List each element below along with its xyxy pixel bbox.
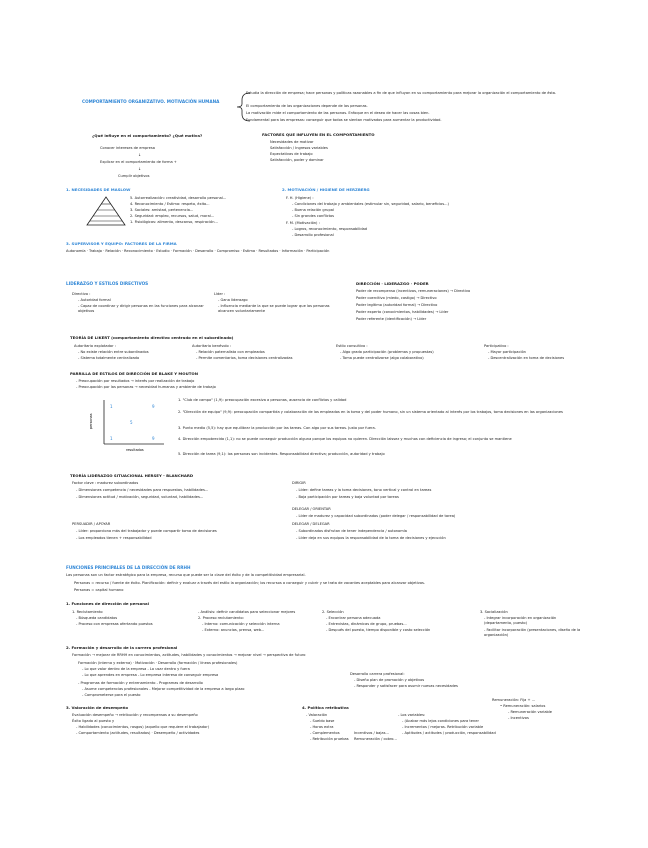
rrhh-p2-line: Formación → mejorar de RRHH en conocimientos, actitudes, habilidades y conocimientos → mejorar nivel → perspectiva de futuro	[72, 653, 306, 657]
rrhh-p4-title: 4. Política retributiva	[302, 705, 349, 710]
rrhh-p4-line: Incentivos / bajas...	[354, 731, 389, 735]
factors-title: FACTORES QUE INFLUYEN EN EL COMPORTAMIENTO	[262, 132, 375, 137]
hersey-right1: DIRIGIR	[292, 481, 306, 485]
sec1-flow-step: Cumplir objetivos	[118, 174, 150, 178]
rrhh-p1-item: 2. Proceso reclutamiento:	[198, 616, 244, 620]
sec1-bullet: La motivación mide el comportamiento de las personas. Enfoque en el deseo de hacer las cosas bien.	[246, 111, 430, 115]
rrhh-p1-item: - Proceso con empresas ofertando puestos	[76, 622, 153, 626]
blake-line: - Preocupación por las personas → necesidad humanas y ambiente de trabajo	[76, 385, 216, 389]
rrhh-p2-line: - Programas de formación y entrenamiento - Programas de desarrollo	[78, 681, 203, 685]
rrhh-p2-line: - Comprometerse para el puesto	[82, 693, 141, 697]
arrow-down-icon: ↓	[138, 167, 142, 171]
likert-col2: - Permite comentarios, toma decisiones centralizadas	[196, 356, 293, 360]
sec3-text: Autonomía · Trabajo · Relación · Reconocimiento · Estudio · Formación · Desarrollo · Compromiso · Estima · Resultados · Información · Participación	[66, 249, 330, 253]
blake-line: - Preocupación por resultados → interés por realización de trabajo	[76, 379, 195, 383]
sec1-question: ¿Qué influye en el comportamiento? ¿Qué motiva?	[92, 133, 203, 138]
maslow-level: 5. Autorrealización: creatividad, desarrollo personal...	[130, 196, 227, 200]
rrhh-p1-item: - Integrar incorporación en organización (departamento, puesto)	[484, 616, 557, 625]
blake-style: 5. Dirección de tarea (9,1): los personas son incidentes. Responsabilidad directiva; producción, autoridad y trabajo	[178, 452, 385, 456]
rrhh-p1-item: - Encontrar persona adecuada	[326, 616, 381, 620]
rrhh-p1-item: - Entrevistas, dinámicas de grupo, pruebas...	[326, 622, 407, 626]
rrhh-p3-line: - Habilidades (conocimientos, rasgos) (aquello que requiere el trabajador)	[76, 725, 210, 729]
maslow-pyramid-icon	[86, 196, 126, 226]
blake-grid-label: 9	[152, 436, 155, 441]
likert-col3: Estilo consultivo :	[336, 344, 368, 348]
rrhh-p1-item: - Después del puesto, tiempo disponible y costo selección	[326, 628, 431, 632]
rrhh-p4-line: - (Acabar más lejos condiciones para tener	[402, 719, 479, 723]
herzberg-title: 2. MOTIVACIÓN / HIGIENE DE HERZBERG	[282, 187, 370, 192]
likert-col1: - Sistema totalmente centralizado	[78, 356, 140, 360]
blake-grid-label: 9	[152, 404, 155, 409]
rrhh-p4-right: - Remuneración variable	[508, 710, 553, 714]
poder-item: Poder legítimo (autoridad formal) → Directivo	[356, 303, 438, 307]
herzberg-item: - Sin grandes conflictos	[292, 214, 335, 218]
rrhh-p2-right: Desarrollo carrera profesional:	[350, 672, 405, 676]
likert-col4: Participativo :	[484, 344, 509, 348]
herzberg-item: - Buena relación grupal	[292, 208, 334, 212]
rrhh-p1-item: - Externo: anuncios, prensa, web...	[202, 628, 265, 632]
herzberg-item: - Logros, reconocimiento, responsabilidad	[292, 227, 368, 231]
blake-style: 3. Punto medio (5,5): hay que equilibrar la producción por las tareas. Con algo por sus tareas. Justo por fuera.	[178, 426, 376, 430]
rrhh-p1-item: 2. Selección	[322, 610, 344, 614]
directivo-line: Directivo :	[72, 292, 91, 296]
rrhh-p4-line: Remuneración / cobro...	[354, 737, 397, 741]
blake-style: 4. Dirección empobrecida (1,1): no se puede conseguir producción alguna porque los equipos no quieren. Dirección laissez y muchos con deficiencia de ingreso; el conjunto se mantiene	[178, 437, 512, 441]
rrhh-p1-title: 1. Funciones de dirección de personal	[66, 601, 149, 606]
rrhh-p4-line: - Valoración	[306, 713, 328, 717]
factor-item: Satisfacción / Ingresos variables	[270, 146, 328, 150]
blake-title: PARRILLA DE ESTILOS DE DIRECCIÓN DE BLAKE Y MOUTON	[70, 371, 198, 376]
poder-item: Poder coercitivo (miedo, castigo) → Directivo	[356, 296, 437, 300]
blake-grid-label: 1	[110, 436, 113, 441]
herzberg-item: - Desarrollo profesional	[292, 233, 334, 237]
rrhh-p1-item: - Análisis: definir candidatos para seleccionar mejores	[198, 610, 296, 614]
lider-line: - Gana liderazgo	[218, 298, 248, 302]
likert-col3: - Algo grado participación (problemas y propuestas)	[340, 350, 434, 354]
rrhh-p4-line: - Retribución pruebas	[310, 737, 349, 741]
sec1-bullet: El comportamiento de las organizaciones depende de las personas.	[246, 104, 368, 108]
sec1-bullet: Fundamental para las empresas: conseguir que todos se sientan motivados para aumentar la productividad.	[246, 118, 442, 122]
herzberg-item: F. M. (Motivación) :	[286, 221, 320, 225]
sec1-flow-step: Conocer intereses de empresa	[100, 146, 155, 150]
rrhh-p3-line: Éxito ligado al puesto y	[72, 719, 115, 723]
hersey-left2: - Líder: proporciona más del trabajador y puede compartir toma de decisiones	[76, 529, 217, 533]
hersey-right3: DELEGAR / DELEGAR	[292, 522, 330, 526]
sec3-title: 3. SUPERVISOR Y EQUIPO: FACTORES DE LA FIRMA	[66, 241, 177, 246]
rrhh-p4-right: - Incentivos	[508, 716, 529, 720]
hersey-left1: Factor clave : madurez subordinados	[72, 481, 139, 485]
directivo-line: - Autoridad formal	[78, 298, 111, 302]
rrhh-p2-line: - Lo que valor dentro de la empresa - Lo usar dentro y fuera	[82, 667, 190, 671]
rrhh-p4-line: - Los variables:	[398, 713, 426, 717]
sec1-bullet: Estudia la dirección de empresa; hace personas y políticas razonables a fin de que influyan en su comportamiento para mejorar la organización el comportamiento de ésta.	[246, 91, 557, 95]
rrhh-p3-line: - Comportamiento (actitudes, resultados) · Desempeño / actividades	[76, 731, 200, 735]
maslow-level: 1. Fisiológicas: alimento, descanso, respiración...	[130, 220, 218, 224]
rrhh-p1-item: 1. Reclutamiento	[72, 610, 103, 614]
rrhh-p4-line: - Complementos	[310, 731, 340, 735]
blake-grid-diagram	[88, 396, 168, 452]
poder-item: Poder experto (conocimientos, habilidades) → Líder	[356, 310, 449, 314]
rrhh-p4-line: - Incrementos / mejoras. Retribución variable	[402, 725, 484, 729]
factor-item: Satisfacción, poder y dominar	[270, 158, 324, 162]
hersey-right3: - Subordinados disfrutan de tener independencia / autonomía	[296, 529, 407, 533]
blake-grid-label: 1	[110, 404, 113, 409]
hersey-left1: - Dimensiones competencia / necesidades para respuestas, habilidades...	[76, 488, 209, 492]
rrhh-p3-line: Evaluación desempeño → retribución y recompensas a su desempeño	[72, 713, 198, 717]
maslow-level: 2. Seguridad: empleo, recursos, salud, moral...	[130, 214, 215, 218]
herzberg-item: F. H. (Higiene) :	[286, 196, 314, 200]
section-title-rrhh: FUNCIONES PRINCIPALES DE LA DIRECCIÓN DE RRHH	[66, 565, 191, 570]
hersey-right2: - Líder de madurez y capacidad subordinados (poder delegar / responsabilidad de tarea)	[296, 514, 456, 518]
blake-ylabel: personas	[89, 413, 93, 429]
blake-xlabel: resultados	[126, 448, 144, 452]
hersey-left2: - Los empleados tienen + responsabilidad	[76, 536, 152, 540]
directivo-line: - Capaz de coordinar y dirigir personas en las funciones para alcanzar objetivos	[78, 304, 204, 313]
blake-grid-label: 5	[130, 420, 133, 425]
rrhh-p2-line: - Asume competencias profesionales - Mejorar competitividad de la empresa a largo plazo	[82, 687, 245, 691]
maslow-level: 4. Reconocimiento / Estima: respeto, éxito...	[130, 202, 210, 206]
hersey-right3: - Líder deja en sus equipos la responsabilidad de la toma de decisiones y ejecución	[296, 536, 446, 540]
blake-style: 1. "Club de campo" (1,9): preocupación excesiva a personas, ausencia de conflictos y calidad	[178, 398, 347, 402]
rrhh-p2-line: Formación (interna y externa) · Motivación · Desarrollo (formación / líneas profesionales)	[78, 661, 238, 665]
rrhh-intro: Las personas son un factor estratégico para la empresa, recurso que puede ser la clave del éxito y de la competitividad empresarial.	[66, 573, 306, 577]
rrhh-p2-line: - Lo que aprendes en empresa - Lo empresa interesa de conseguir empresa	[82, 673, 219, 677]
hersey-left1: - Dimensiones actitud / motivación, seguridad, voluntad, habilidades...	[76, 495, 204, 499]
poder-item: Poder de recompensa (incentivos, remuneraciones) → Directivo	[356, 289, 471, 293]
likert-col1: Autoritario explotador :	[74, 344, 116, 348]
factor-item: Necesidades de motivar	[270, 140, 314, 144]
rrhh-p1-item: - Facilitar incorporación (presentaciones, diseño de la organización)	[484, 628, 581, 637]
maslow-title: 1. NECESIDADES DE MASLOW	[66, 187, 131, 192]
likert-col2: - Relación paternalista con empleados	[196, 350, 265, 354]
poder-title: DIRECCIÓN · LIDERAZGO · PODER	[356, 281, 429, 286]
hersey-right1: - Baja participación por tareas y baja voluntad por tareas	[296, 495, 399, 499]
hersey-left2: PERSUADIR / APOYAR	[72, 522, 111, 526]
arrow-down-icon: ↓	[138, 153, 142, 157]
likert-col4: - Descentralización en toma de decisiones	[488, 356, 565, 360]
rrhh-p4-line: - Sueldo base	[310, 719, 335, 723]
rrhh-intro: Personas = recurso / fuente de éxito. Planificación: definir y evaluar a través del estilo la organización; los recursos a conseguir y cubrir y se trata de vacantes aceptables para alcanzar objetivos.	[74, 581, 426, 585]
herzberg-item: - Condiciones del trabajo y ambientales (estimular sin, seguridad, salario, beneficios...)	[292, 202, 449, 206]
hersey-title: TEORÍA LIDERAZGO SITUACIONAL HERSEY - BLANCHARD	[70, 473, 194, 478]
maslow-level: 3. Sociales: amistad, pertenencia...	[130, 208, 194, 212]
hersey-right2: DELEGAR / ORIENTAR	[292, 507, 331, 511]
likert-col4: - Mayor participación	[488, 350, 526, 354]
section-title-comportamiento: COMPORTAMIENTO ORGANIZATIVO. MOTIVACIÓN HUMANA	[82, 99, 220, 104]
rrhh-p1-item: - Búsqueda candidatos	[76, 616, 118, 620]
poder-item: Poder referente (identificación) → Líder	[356, 317, 427, 321]
rrhh-p2-right: Remuneración: Fija + ...	[492, 698, 536, 702]
section-title-liderazgo: LIDERAZGO Y ESTILOS DIRECTIVOS	[66, 281, 149, 286]
likert-col3: - Toma puede centralizarse (algo colaborativo)	[340, 356, 424, 360]
rrhh-p4-right: • Remuneración: salarios	[500, 704, 546, 708]
likert-col1: - No existe relación entre subordinados	[78, 350, 149, 354]
lider-line: Líder :	[214, 292, 226, 296]
lider-line: - Influencia mediante la que se puede lograr que las personas alcancen voluntariamente	[218, 304, 330, 313]
rrhh-p2-title: 2. Formación y desarrollo de la carrera profesional	[66, 645, 178, 650]
blake-style: 2. "Dirección de equipo" (9,9): preocupación compartida y colaboración de los empleados en la toma y del poder humano, sin un sistema orientado al interés por los trabajos, toma decisiones en las organizaciones	[178, 410, 563, 414]
rrhh-intro: Personas = capital humano	[74, 588, 124, 592]
rrhh-p2-right: - Responder y satisfacer para asumir nuevas necesidades	[354, 684, 458, 688]
rrhh-p1-item: 3. Socialización	[480, 610, 508, 614]
sec1-flow-step: Explicar en el comportamiento de forma +	[100, 160, 177, 164]
likert-title: TEORÍA DE LIKERT (comportamiento directivo centrado en el subordinado)	[70, 335, 234, 340]
likert-col2: Autoritario benévolo :	[192, 344, 232, 348]
rrhh-p4-line: - Aptitudes / actitudes / producción, responsabilidad	[402, 731, 496, 735]
rrhh-p4-line: - Horas extra	[310, 725, 334, 729]
hersey-right1: - Líder: define tareas y la toma decisiones, tono vertical y control en tareas	[296, 488, 432, 492]
rrhh-p3-title: 3. Valoración de desempeño	[66, 705, 129, 710]
rrhh-p1-item: - Interno: comunicación y selección interna	[202, 622, 280, 626]
rrhh-p2-right: - Diseño plan de promoción y objetivos	[354, 678, 425, 682]
factor-item: Expectativas de trabajo	[270, 152, 313, 156]
